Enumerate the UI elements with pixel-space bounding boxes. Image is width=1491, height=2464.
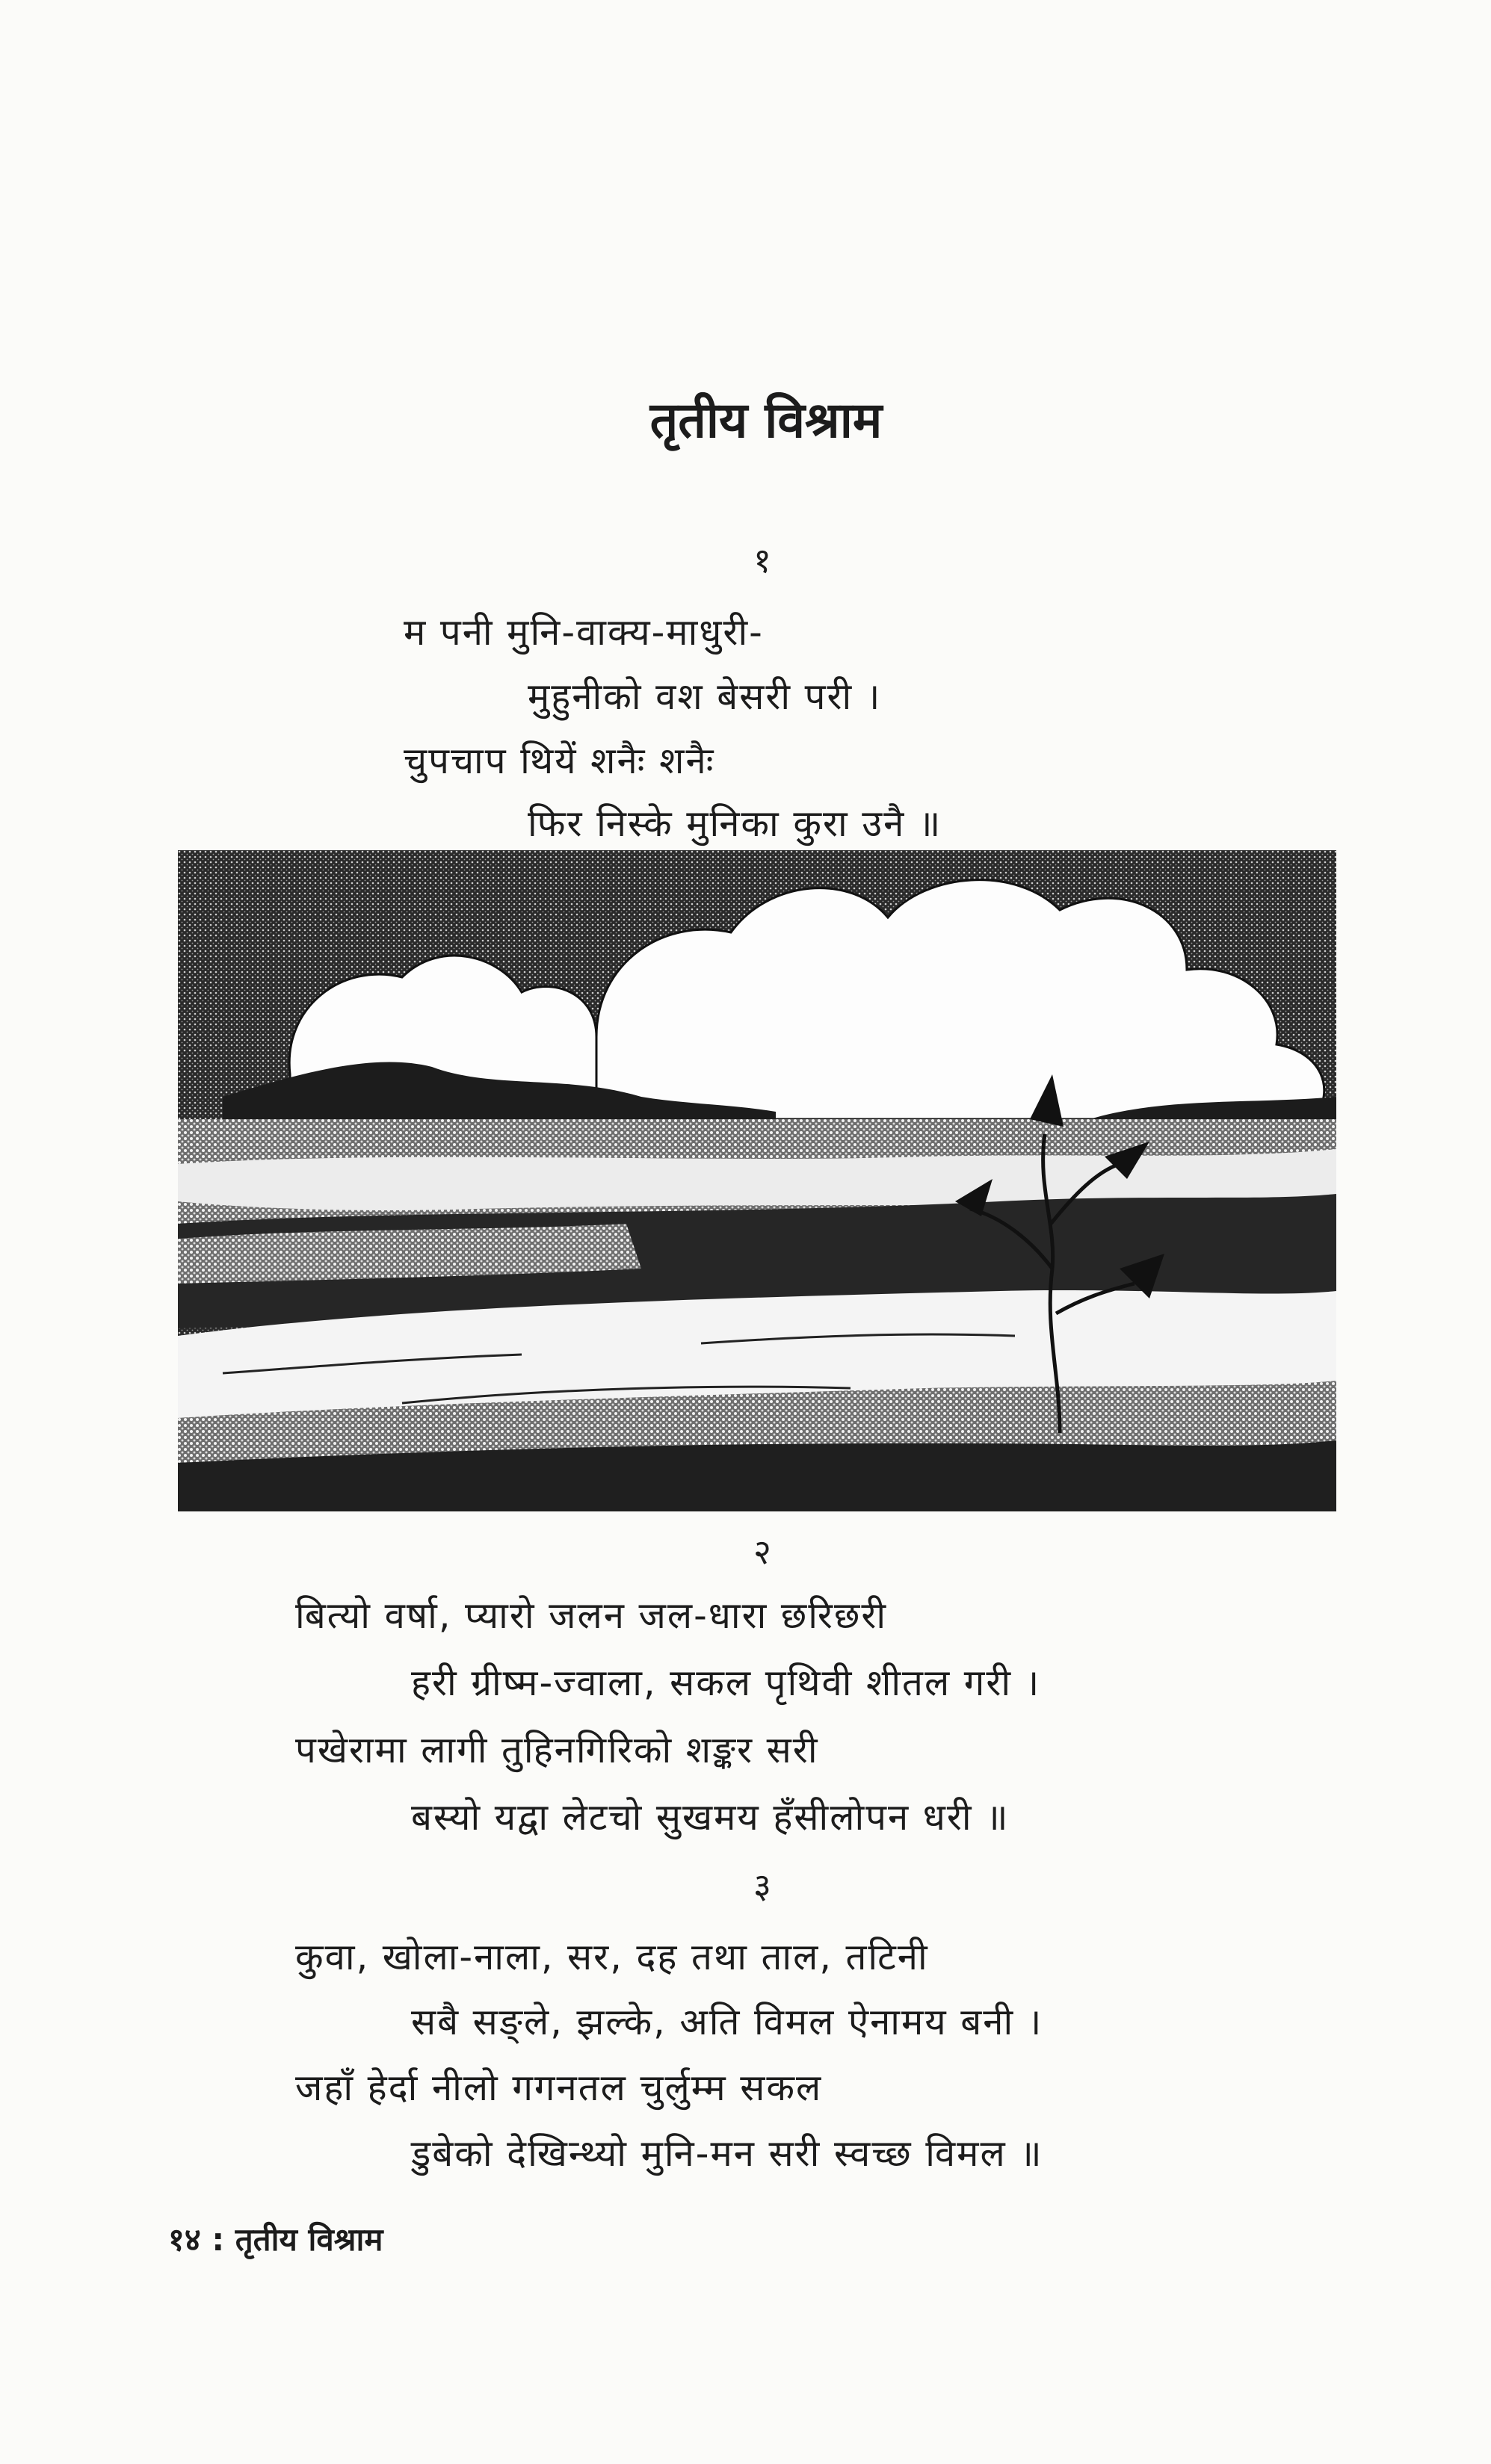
verse-line: जहाँ हेर्दा नीलो गगनतल चुर्लुम्म सकल [295, 2067, 823, 2109]
page-footer [168, 2217, 383, 2260]
stanza-number-3: ३ [753, 1866, 771, 1906]
footer-separator: : [212, 2221, 225, 2258]
verse-line: फिर निस्के मुनिका कुरा उनै ॥ [528, 802, 942, 845]
verse-line: बित्यो वर्षा, प्यारो जलन जल-धारा छरिछरी [295, 1594, 888, 1637]
verse-line: कुवा, खोला-नाला, सर, दह तथा ताल, तटिनी [295, 1936, 929, 1978]
verse-line: चुपचाप थियें शनैः शनैः [404, 740, 715, 782]
verse-line: हरी ग्रीष्म-ज्वाला, सकल पृथिवी शीतल गरी । [411, 1662, 1041, 1704]
verse-line: बस्यो यद्वा लेटचो सुखमय हँसीलोपन धरी ॥ [411, 1796, 1010, 1839]
stanza-number-1: १ [753, 540, 771, 581]
page-title: तृतीय विश्राम [649, 391, 883, 449]
footer-section: तृतीय विश्राम [235, 2221, 383, 2258]
verse-line: सबै सङ्ले, झल्के, अति विमल ऐनामय बनी । [411, 2001, 1043, 2043]
stanza-number-2: २ [753, 1532, 771, 1572]
page-number: १४ [168, 2221, 201, 2258]
verse-line: मुहुनीको वश बेसरी परी । [528, 675, 882, 718]
landscape-illustration [178, 850, 1336, 1511]
verse-line: डुबेको देखिन्थ्यो मुनि-मन सरी स्वच्छ विमल ॥ [411, 2132, 1043, 2175]
verse-line: पखेरामा लागी तुहिनगिरिको शङ्कर सरी [295, 1729, 819, 1771]
verse-line: म पनी मुनि-वाक्य-माधुरी- [404, 611, 764, 654]
